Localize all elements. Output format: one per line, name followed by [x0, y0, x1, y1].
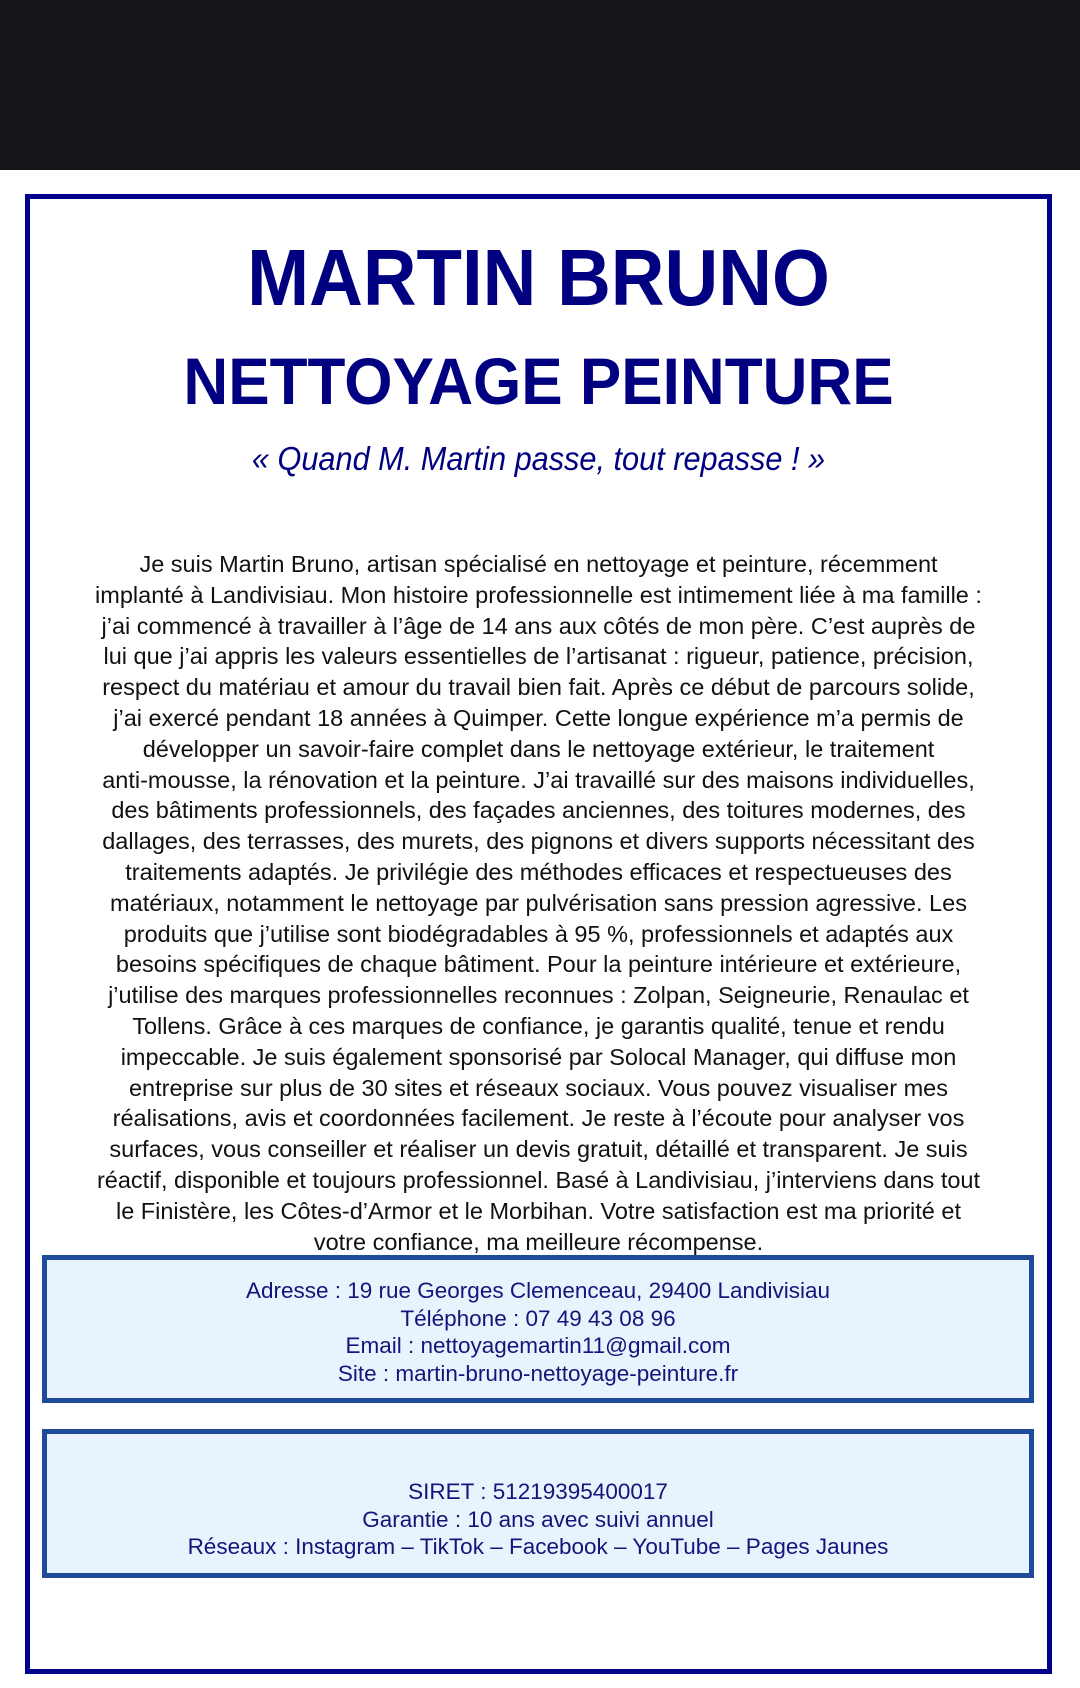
paragraph-line: besoins spécifiques de chaque bâtiment. Pour la peinture intérieure et extérieure, [115, 951, 962, 978]
guarantee-text: Garantie : 10 ans avec suivi annuel [362, 1506, 714, 1532]
flyer-frame [25, 194, 1052, 1674]
siret-text: SIRET : 51219395400017 [408, 1479, 668, 1504]
paragraph-line: matériaux, notamment le nettoyage par pulvérisation sans pression agressive. Les [110, 889, 967, 916]
paragraph-line: j’ai exercé pendant 18 années à Quimper. Cette longue expérience m’a permis de [113, 704, 964, 731]
paragraph-line: respect du matériau et amour du travail bien fait. Après ce début de parcours solide, [102, 674, 975, 701]
legal-info-box [42, 1429, 1034, 1578]
contact-info-box [42, 1255, 1034, 1403]
paragraph-line: réactif, disponible et toujours professionnel. Basé à Landivisiau, j’interviens dans tout [96, 1166, 981, 1193]
paragraph-line: anti-mousse, la rénovation et la peinture. J’ai travaillé sur des maisons individuelles, [102, 766, 975, 793]
phone-text: Téléphone : 07 49 43 08 96 [400, 1305, 676, 1331]
paragraph-line: le Finistère, les Côtes-d’Armor et le Morbihan. Votre satisfaction est ma priorité et [115, 1197, 962, 1224]
social-networks-text: Réseaux : Instagram – TikTok – Facebook – YouTube – Pages Jaunes [187, 1534, 889, 1559]
business-services-title: NETTOYAGE PEINTURE [183, 344, 894, 418]
paragraph-line: implanté à Landivisiau. Mon histoire professionnelle est intimement liée à ma famille : [95, 581, 982, 608]
paragraph-line: lui que j’ai appris les valeurs essentielles de l’artisanat : rigueur, patience, précision, [103, 643, 974, 670]
paragraph-line: Je suis Martin Bruno, artisan spécialisé en nettoyage et peinture, récemment [139, 551, 938, 577]
paragraph-line: traitements adaptés. Je privilégie des méthodes efficaces et respectueuses des [125, 858, 952, 885]
email-text: Email : nettoyagemartin11@gmail.com [345, 1333, 731, 1358]
paragraph-line: entreprise sur plus de 30 sites et réseaux sociaux. Vous pouvez visualiser mes [128, 1074, 948, 1101]
paragraph-line: j’utilise des marques professionnelles reconnues : Zolpan, Seigneurie, Renaulac et [108, 982, 969, 1009]
presentation-paragraph [60, 549, 1017, 1257]
paragraph-line: produits que j’utilise sont biodégradables à 95 %, professionnels et adaptés aux [123, 920, 954, 947]
business-owner-name: MARTIN BRUNO [247, 233, 830, 322]
paragraph-line: impeccable. Je suis également sponsorisé par Solocal Manager, qui diffuse mon [120, 1043, 957, 1070]
paragraph-line: votre confiance, ma meilleure récompense. [313, 1228, 764, 1255]
slogan: « Quand M. Martin passe, tout repasse ! » [251, 440, 826, 477]
paragraph-line: des bâtiments professionnels, des façades anciennes, des toitures modernes, des [111, 797, 966, 824]
address-text: Adresse : 19 rue Georges Clemenceau, 29400 Landivisiau [245, 1278, 831, 1303]
paragraph-line: Tollens. Grâce à ces marques de confiance, je garantis qualité, tenue et rendu [132, 1012, 945, 1039]
paragraph-line: réalisations, avis et coordonnées facilement. Je reste à l’écoute pour analyser vos [112, 1105, 965, 1132]
paragraph-line: dallages, des terrasses, des murets, des pignons et divers supports nécessitant des [102, 828, 975, 855]
top-dark-bar [0, 0, 1080, 170]
paragraph-line: j’ai commencé à travailler à l’âge de 14 ans aux côtés de mon père. C’est auprès de [101, 612, 976, 639]
paragraph-line: développer un savoir-faire complet dans le nettoyage extérieur, le traitement [142, 735, 935, 762]
website-text: Site : martin-bruno-nettoyage-peinture.fr [337, 1360, 739, 1386]
paragraph-line: surfaces, vous conseiller et réaliser un devis gratuit, détaillé et transparent. Je suis [109, 1136, 968, 1163]
